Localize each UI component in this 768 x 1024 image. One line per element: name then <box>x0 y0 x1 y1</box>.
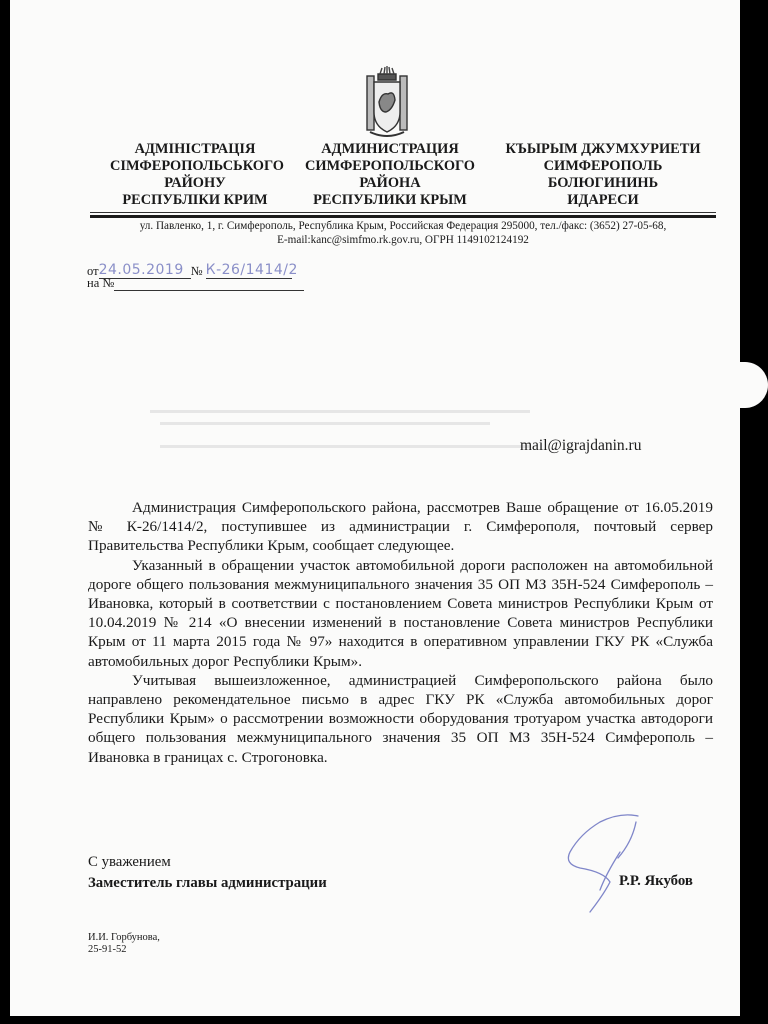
incoming-reference <box>87 276 304 291</box>
header-ukrainian <box>110 141 284 209</box>
reference-number: К-26/1414/2 <box>205 262 298 278</box>
from-label: от <box>87 264 99 278</box>
signer-position: Заместитель главы администрации <box>88 875 327 891</box>
body-paragraph: Администрация Симферопольского района, рассмотрев Ваше обращение от 16.05.2019 № К-26/1414/2, поступившее из администрации г. Симферополя, почтовый сервер Правительства Республики Крым, сообщает следующее. <box>88 499 713 555</box>
header-line: РЕСПУБЛИКИ КРЫМ <box>313 192 467 208</box>
header-crimean-tatar <box>493 141 713 209</box>
executor-name: И.И. Горбунова, <box>88 932 160 943</box>
show-through-text <box>160 422 490 425</box>
address-block <box>90 219 716 247</box>
page-edge-notch <box>738 362 768 408</box>
body-paragraph: Указанный в обращении участок автомобильной дороги расположен на автомобильной дороге общего пользования межмуниципального значения 35 ОП МЗ 35Н-524 Симферополь – Ивановка, который в соответствии с постановлением Совета министров Республики Крым от 10.04.2019 № 214 «О внесении изменений в постановление Совета министров Республики Крым от 11 марта 2015 года № 97» находится в оперативном управлении ГКУ РК «Служба автомобильных дорог Республики Крым». <box>88 556 713 670</box>
header-line: АДМІНІСТРАЦІЯ <box>134 141 256 157</box>
to-label: на № <box>87 276 115 290</box>
header-line: СИМФЕРОПОЛЬСКОГО <box>304 158 476 174</box>
header-line: РЕСПУБЛІКИ КРИМ <box>122 192 268 208</box>
regards-text: С уважением <box>88 854 171 870</box>
header-line: РАЙОНУ <box>164 175 226 191</box>
header-line: РАЙОНА <box>359 175 421 191</box>
crimea-coat-of-arms-icon <box>364 66 410 142</box>
address-line: ул. Павленко, 1, г. Симферополь, Республика Крым, Российская Федерация 295000, тел./факс: (3652) 27-05-68, <box>139 220 667 232</box>
letter-body <box>88 498 713 767</box>
address-contacts: E-mail:kanc@simfmo.rk.gov.ru, ОГРН 1149102124192 <box>277 234 529 246</box>
header-line: АДМИНИСТРАЦИЯ <box>321 141 459 157</box>
executor-phone: 25-91-52 <box>88 944 127 955</box>
signer-name: Р.Р. Якубов <box>619 873 693 889</box>
header-line: КЪЫРЫМ ДЖУМХУРИЕТИ <box>505 141 701 157</box>
body-paragraph: Учитывая вышеизложенное, администрацией Симферопольского района было направлено рекомендательное письмо в адрес ГКУ РК «Служба автомобильных дорог Республики Крым» о рассмотрении возможности оборудования тротуаром участка автодороги общего пользования межмуниципального значения 35 ОП МЗ 35Н-524 Симферополь – Ивановка в границах с. Строгоновка. <box>88 671 713 766</box>
closing-block <box>88 852 327 894</box>
header-line: ИДАРЕСИ <box>567 192 639 208</box>
header-line: БОЛЮГИНИНЬ <box>547 175 659 191</box>
show-through-text <box>160 445 530 448</box>
header-divider-thin <box>90 212 716 213</box>
handwritten-signature-icon <box>560 812 650 917</box>
reference-date: 24.05.2019 <box>98 262 184 278</box>
header-line: СІМФЕРОПОЛЬСЬКОГО <box>110 158 284 174</box>
number-label: № <box>190 264 203 278</box>
recipient-email: mail@igrajdanin.ru <box>520 437 642 454</box>
header-line: СИМФЕРОПОЛЬ <box>543 158 663 174</box>
header-russian <box>290 141 490 209</box>
executor-block <box>88 932 160 956</box>
show-through-text <box>150 410 530 413</box>
header-divider-thick <box>90 215 716 218</box>
